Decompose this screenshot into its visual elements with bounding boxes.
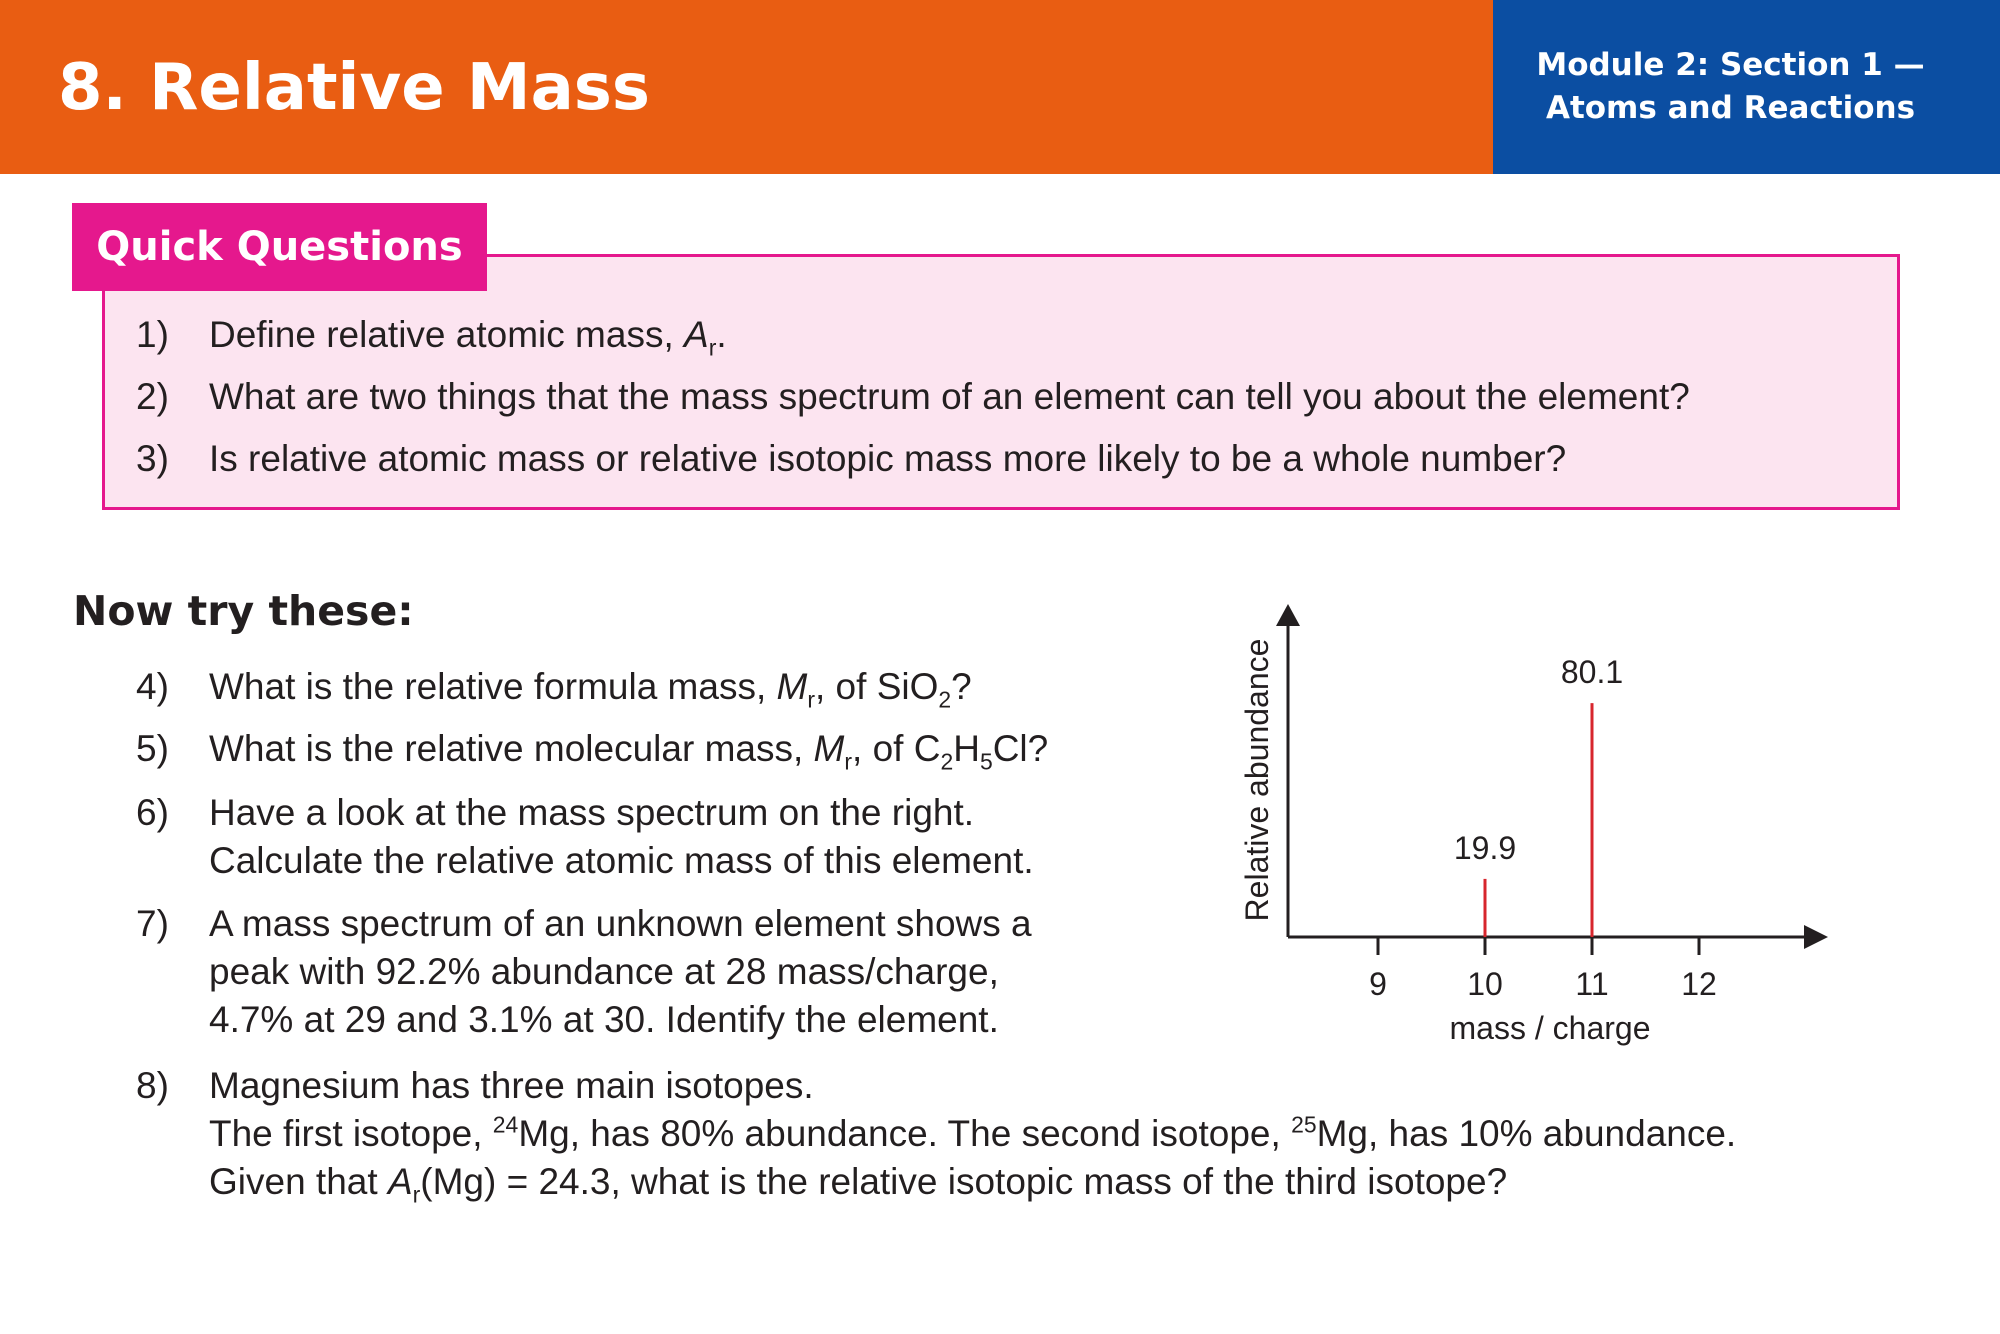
question-text: What is the relative molecular mass, $M_r$, of $C_2H_5Cl$? [209,728,1049,775]
now-try-heading: Now try these: [73,587,414,635]
question-text: Have a look at the mass spectrum on the right. Calculate the relative atomic mass of this element. [209,792,1034,881]
page-title: 8. Relative Mass [58,51,650,125]
peak-label: 19.9 [1453,829,1517,866]
question-text: Is relative atomic mass or relative isotopic mass more likely to be a whole number? [209,438,1567,479]
y-axis-arrowhead [1276,604,1300,626]
header-banner [0,0,1493,174]
x-tick-label: 10 [1467,966,1503,1002]
question-text: A mass spectrum of an unknown element shows a peak with 92.2% abundance at 28 mass/charge, 4.7% at 29 and 3.1% at 30. Identify the element. [209,903,1032,1040]
module-line-1: Module 2: Section 1 — [1536,47,1925,83]
y-axis-label: Relative abundance [1239,638,1275,922]
question-text: Define relative atomic mass, $A_r$. [209,314,727,361]
question-text: Magnesium has three main isotopes. The first isotope, $^{24}$Mg, has 80% abundance. The second isotope, $^{25}$Mg, has 10% abundance. Given that $A_r(Mg) = 24.3$, what is the relative isotopic mass of the third isotope? [209,1065,1737,1208]
question-number: 8) [136,1065,169,1106]
x-axis-label: mass / charge [1449,1010,1651,1046]
question-number: 4) [136,666,169,707]
question-text: What are two things that the mass spectrum of an element can tell you about the element? [209,376,1690,417]
mass-spectrum-chart [1200,580,1920,1060]
quick-questions-heading: Quick Questions [72,203,487,291]
module-box [1493,0,2000,174]
question-text: What is the relative formula mass, $M_r$, of SiO$_2$? [209,666,972,713]
question-number: 1) [136,314,169,355]
x-tick-label: 9 [1369,966,1387,1002]
x-tick-label: 12 [1681,966,1717,1002]
question-number: 3) [136,438,169,479]
question-number: 7) [136,903,169,944]
question-number: 2) [136,376,169,417]
question-number: 6) [136,792,169,833]
x-tick-label: 11 [1575,966,1609,1002]
module-line-2: Atoms and Reactions [1545,90,1916,126]
x-axis-arrowhead [1804,925,1828,949]
peak-label: 80.1 [1560,654,1624,691]
question-number: 5) [136,728,169,769]
